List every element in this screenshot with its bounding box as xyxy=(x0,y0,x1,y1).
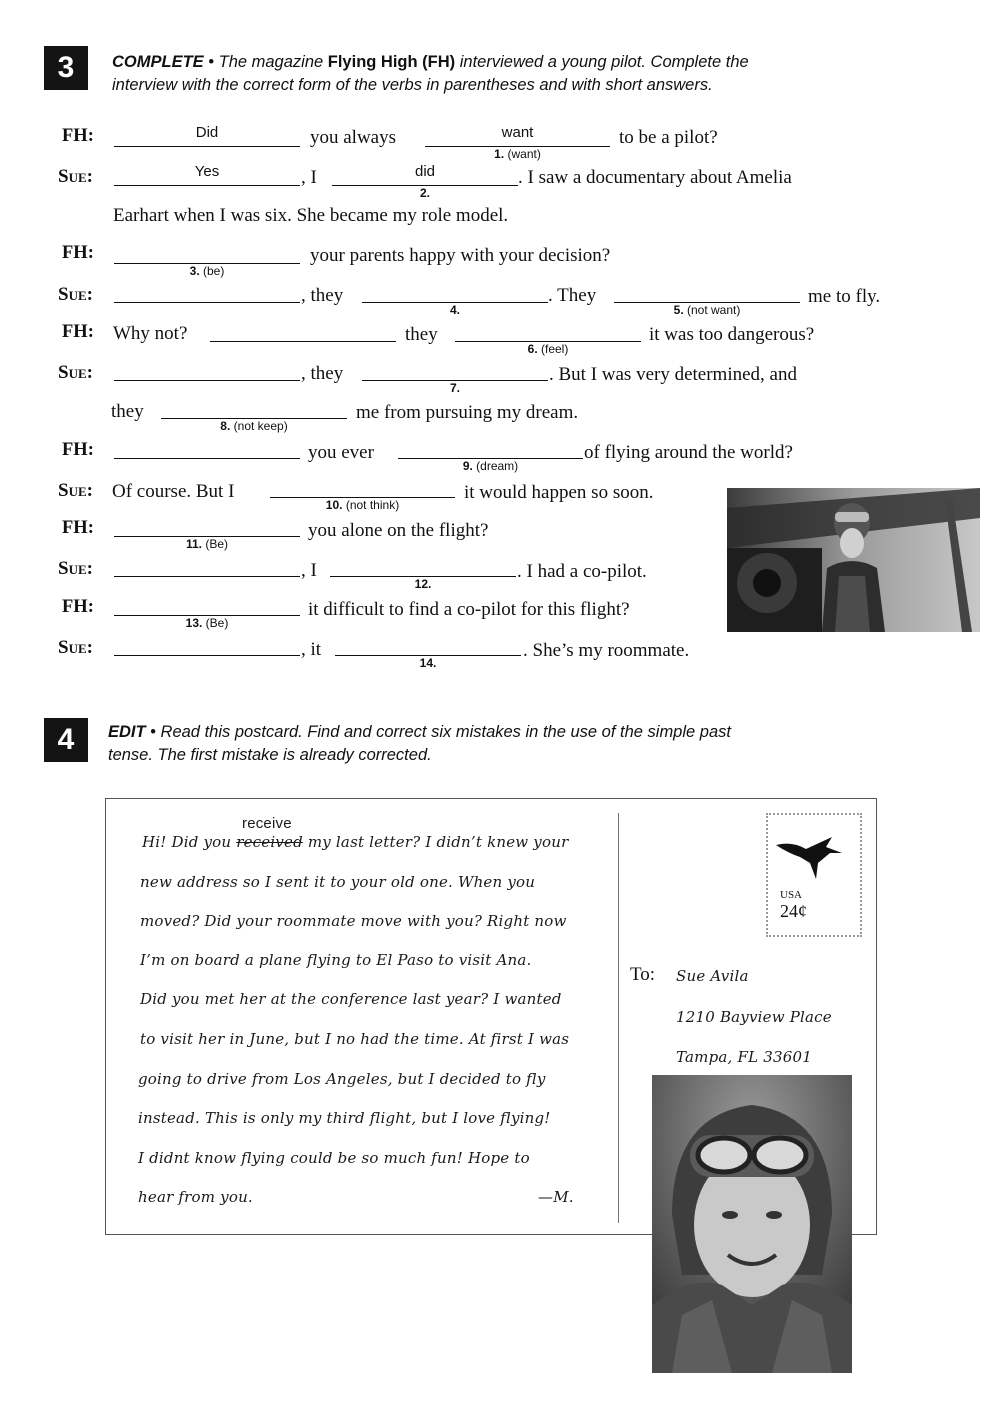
dialogue-text: me from pursuing my dream. xyxy=(356,402,579,423)
dialogue-text: , it xyxy=(301,639,322,660)
dialogue-text: your parents happy with your decision? xyxy=(310,245,611,266)
verb-hint-11: 11. (Be) xyxy=(185,537,229,551)
dialogue-text: you always xyxy=(310,127,397,148)
speaker-sue: Sue: xyxy=(58,558,93,579)
filled-answer: Did xyxy=(195,124,219,141)
answer-blank-e[interactable] xyxy=(114,380,300,381)
speaker-sue: Sue: xyxy=(58,284,93,305)
speaker-sue: Sue: xyxy=(58,362,93,383)
answer-blank-c[interactable] xyxy=(114,302,300,303)
filled-answer: Yes xyxy=(194,163,220,180)
speaker-fh: FH: xyxy=(62,440,94,460)
dialogue-text: me to fly. xyxy=(808,286,881,307)
verb-hint-1: 1. (want) xyxy=(494,147,541,161)
address-city: Tampa, FL 33601 xyxy=(676,1048,812,1066)
dialogue-text: they xyxy=(405,324,438,345)
exercise-4-badge: 4 xyxy=(44,718,88,762)
filled-answer: want xyxy=(501,124,534,141)
postcard-divider xyxy=(618,813,619,1223)
exercise-3-label: COMPLETE xyxy=(112,53,204,71)
dialogue-text: Of course. But I xyxy=(112,481,235,502)
exercise-4-label: EDIT xyxy=(108,723,146,741)
verb-hint-2: 2. xyxy=(419,186,430,200)
speaker-sue: Sue: xyxy=(58,637,93,658)
dialogue-text: it difficult to find a co-pilot for this flight? xyxy=(308,599,630,620)
correction-word: receive xyxy=(242,815,292,832)
postcard-line-2: new address so I sent it to your old one. When you xyxy=(140,873,536,891)
aviator-portrait-photo xyxy=(652,1075,852,1373)
speaker-fh: FH: xyxy=(62,322,94,342)
postcard-line-4: I’m on board a plane flying to El Paso to visit Ana. xyxy=(140,951,532,969)
answer-blank-h[interactable] xyxy=(114,655,300,656)
answer-blank-a[interactable] xyxy=(114,146,300,147)
dialogue-text: it was too dangerous? xyxy=(649,324,815,345)
verb-hint-3: 3. (be) xyxy=(189,264,225,278)
postcard-line-6: to visit her in June, but I no had the time. At first I was xyxy=(140,1030,570,1048)
verb-hint-5: 5. (not want) xyxy=(673,303,741,317)
postcard-line-1: Hi! Did you received my last letter? I didn’t knew your xyxy=(142,833,569,851)
magazine-name: Flying High (FH) xyxy=(327,53,456,71)
dialogue-text: they xyxy=(111,401,144,422)
answer-blank-g[interactable] xyxy=(114,576,300,577)
verb-hint-13: 13. (Be) xyxy=(185,616,229,630)
postcard-line-5: Did you met her at the conference last year? I wanted xyxy=(140,990,562,1008)
postcard-signature: —M. xyxy=(538,1188,574,1206)
verb-hint-9: 9. (dream) xyxy=(462,459,519,473)
verb-hint-6: 6. (feel) xyxy=(527,342,569,356)
speaker-sue: Sue: xyxy=(58,166,93,187)
dialogue-text: . But I was very determined, and xyxy=(549,364,797,385)
filled-answer: did xyxy=(414,163,436,180)
answer-blank-d[interactable] xyxy=(210,341,396,342)
bird-icon xyxy=(770,823,858,883)
to-label: To: xyxy=(630,964,656,985)
postcard-line-3: moved? Did your roommate move with you? Right now xyxy=(140,912,567,930)
dialogue-text: . She’s my roommate. xyxy=(523,640,690,661)
speaker-sue: Sue: xyxy=(58,480,93,501)
postage-stamp xyxy=(766,813,862,937)
dialogue-text: , I xyxy=(301,167,317,188)
dialogue-text: . They xyxy=(548,285,597,306)
exercise-4-instructions: EDIT • Read this postcard. Find and correct six mistakes in the use of the simple past tense. The first mistake is already corrected. xyxy=(108,723,731,764)
aviator-portrait-illustration xyxy=(652,1075,852,1373)
dialogue-text: , I xyxy=(301,560,317,581)
dialogue-text: . I saw a documentary about Amelia xyxy=(518,167,792,188)
dialogue-text: of flying around the world? xyxy=(584,442,793,463)
speaker-fh: FH: xyxy=(62,597,94,617)
pilot-plane-photo xyxy=(727,488,980,632)
stamp-country: USA xyxy=(780,889,803,901)
address-name: Sue Avila xyxy=(676,967,749,985)
verb-hint-7: 7. xyxy=(449,381,460,395)
dialogue-text: , they xyxy=(301,285,344,306)
dialogue-text: to be a pilot? xyxy=(619,127,718,148)
dialogue-text: , they xyxy=(301,363,344,384)
dialogue-text: you ever xyxy=(308,442,374,463)
dialogue-text: Why not? xyxy=(113,323,188,344)
postcard-line-8: instead. This is only my third flight, but I love flying! xyxy=(138,1109,551,1127)
dialogue-text: . I had a co-pilot. xyxy=(517,561,647,582)
verb-hint-10: 10. (not think) xyxy=(325,498,400,512)
dialogue-text: you alone on the flight? xyxy=(308,520,489,541)
verb-hint-8: 8. (not keep) xyxy=(220,419,288,433)
postcard-line-7: going to drive from Los Angeles, but I decided to fly xyxy=(138,1070,546,1088)
address-street: 1210 Bayview Place xyxy=(676,1008,832,1026)
postcard-line-10: hear from you. xyxy=(138,1188,253,1206)
answer-blank-b[interactable] xyxy=(114,185,300,186)
speaker-fh: FH: xyxy=(62,126,94,146)
struck-word: received xyxy=(236,833,303,851)
speaker-fh: FH: xyxy=(62,518,94,538)
postcard-line-9: I didnt know flying could be so much fun! Hope to xyxy=(138,1149,530,1167)
dialogue-text: it would happen so soon. xyxy=(464,482,654,503)
answer-blank-f[interactable] xyxy=(114,458,300,459)
verb-hint-4: 4. xyxy=(449,303,460,317)
stamp-value: 24¢ xyxy=(780,901,807,921)
dialogue-line-3: Earhart when I was six. She became my role model. xyxy=(113,205,509,226)
pilot-plane-illustration xyxy=(727,488,980,632)
exercise-3-instructions: COMPLETE • The magazine Flying High (FH) interviewed a young pilot. Complete the interview with the correct form of the verbs in parentheses and with short answers. xyxy=(112,53,749,94)
exercise-3-badge: 3 xyxy=(44,46,88,90)
verb-hint-14: 14. xyxy=(419,656,437,670)
verb-hint-12: 12. xyxy=(414,577,432,591)
speaker-fh: FH: xyxy=(62,243,94,263)
